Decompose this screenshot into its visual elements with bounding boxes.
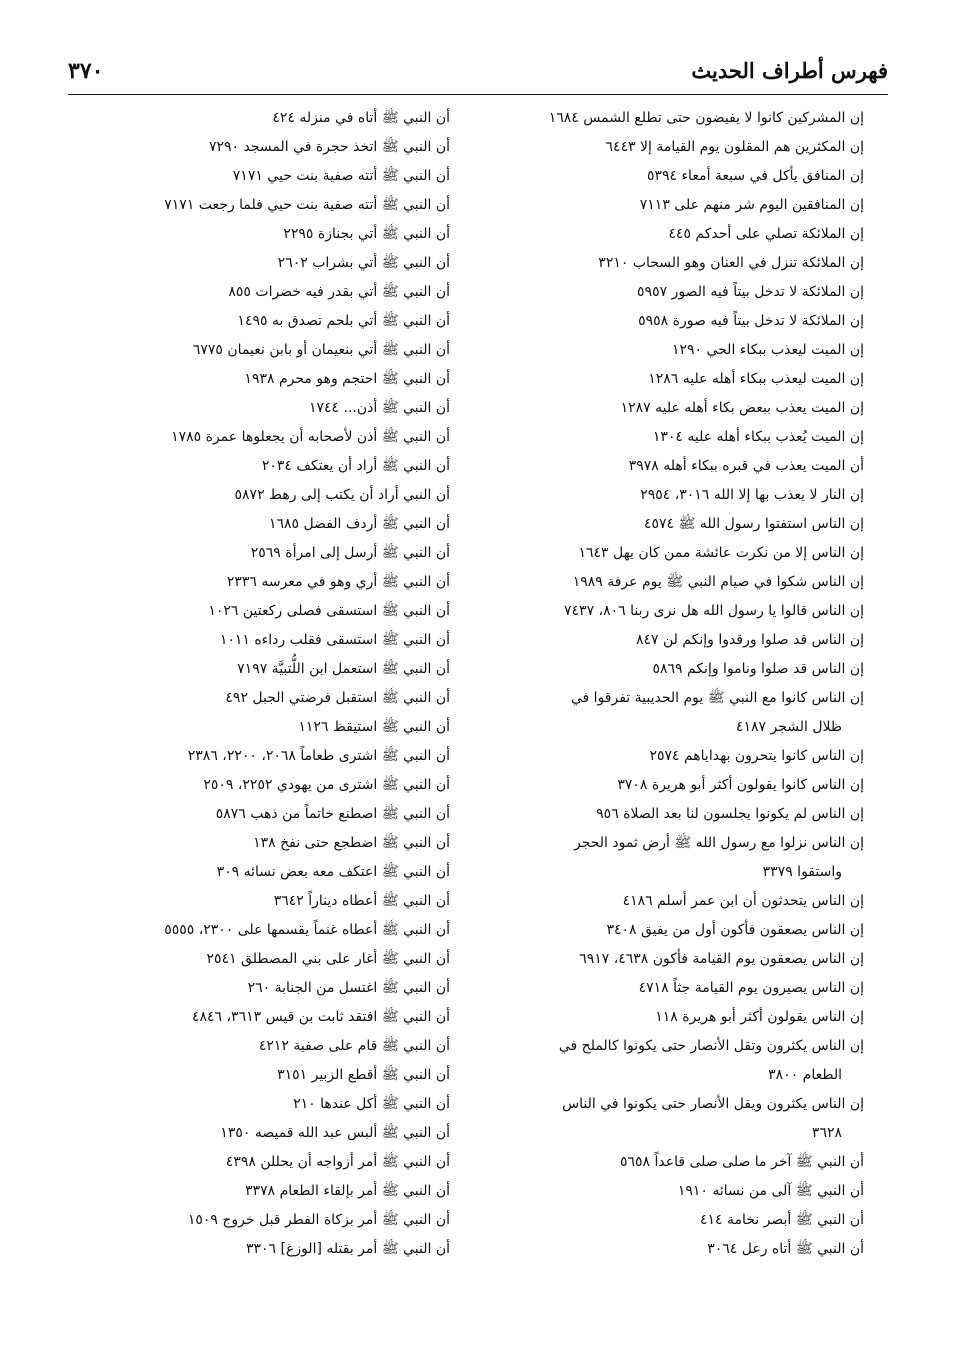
index-entry-text: إن الناس لم يكونوا يجلسون لنا بعد الصلاة ٩٥٦ (596, 806, 864, 822)
index-entry-text: إن الناس قد صلوا ورقدوا وإنكم لن ٨٤٧ (635, 632, 864, 648)
index-entry-text: أن النبي ﷺ أتي بشراب ٢٦٠٢ (277, 255, 450, 271)
index-entry (50, 481, 450, 510)
index-entry-text: أن الميت يعذب في قبره ببكاء أهله ٣٩٧٨ (628, 458, 864, 474)
index-entry-text: أن النبي ﷺ افتقد ثابت بن قيس ٣٦١٣، ٤٨٤٦ (192, 1009, 450, 1025)
index-entry (50, 365, 450, 394)
index-entry (469, 626, 864, 655)
index-entry (50, 510, 450, 539)
index-entry (469, 220, 864, 249)
index-entry (469, 423, 864, 452)
index-entry (469, 336, 864, 365)
index-entry-text: إن الناس يتحدثون أن ابن عمر أسلم ٤١٨٦ (622, 893, 864, 909)
index-entry-text: أن النبي ﷺ أتي بلحم تصدق به ١٤٩٥ (237, 313, 450, 329)
index-entry-text: إن الناس استفتوا رسول الله ﷺ ٤٥٧٤ (643, 516, 864, 532)
index-entry (50, 887, 450, 916)
index-entry-text: أن النبي ﷺ آخر ما صلى صلى قاعداً ٥٦٥٨ (619, 1154, 864, 1170)
index-entry-text: إن الناس نزلوا مع رسول الله ﷺ أرض ثمود الحجر (573, 835, 864, 851)
index-entry-text: أن النبي ﷺ أمر بزكاة الفطر قبل خروج ١٥٠٩ (187, 1212, 450, 1228)
index-entry (469, 829, 864, 887)
index-entry-text: إن المكثرين هم المقلون يوم القيامة إلا ٦٤٤٣ (605, 139, 864, 155)
index-entry-text: إن الملائكة تصلي على أحدكم ٤٤٥ (668, 226, 864, 242)
index-entry (50, 597, 450, 626)
index-entry-text: أن النبي ﷺ اشترى من يهودي ٢٢٥٢، ٢٥٠٩ (203, 777, 450, 793)
index-entry-text: أن النبي ﷺ أكل عندها ٢١٠ (293, 1096, 450, 1112)
index-entry (469, 162, 864, 191)
index-entry (50, 162, 450, 191)
index-entry-continuation: واستقوا ٣٣٧٩ (762, 864, 842, 880)
index-entry-text: إن المشركين كانوا لا يفيضون حتى تطلع الشمس ١٦٨٤ (548, 110, 864, 126)
index-entry-text: أن النبي ﷺ استيقظ ١١٢٦ (298, 719, 450, 735)
page-number: ٣٧٠ (68, 58, 104, 84)
index-entry-text: أن النبي ﷺ استقبل فرضتي الجبل ٤٩٢ (225, 690, 450, 706)
index-entry (50, 626, 450, 655)
index-entry (469, 104, 864, 133)
index-entry-text: أن النبي ﷺ أعطاه ديناراً ٣٦٤٢ (273, 893, 450, 909)
index-entry (469, 1206, 864, 1235)
index-entry (469, 510, 864, 539)
index-entry (50, 655, 450, 684)
index-entry (469, 394, 864, 423)
index-entry-text: أن النبي ﷺ اتخذ حجرة في المسجد ٧٢٩٠ (209, 139, 450, 155)
index-entry-text: أن النبي ﷺ أتته صفية بنت حيي فلما رجعت ٧١٧١ (164, 197, 450, 213)
index-entry (50, 220, 450, 249)
index-entry-text: أن النبي ﷺ اعتكف معه بعض نسائه ٣٠٩ (216, 864, 450, 880)
index-entry (50, 1206, 450, 1235)
index-entry-text: أن النبي أراد أن يكتب إلى رهط ٥٨٧٢ (234, 487, 450, 503)
index-entry-text: أن النبي ﷺ أعطاه غنماً يقسمها على ٢٣٠٠، ٥٥٥٥ (164, 922, 450, 938)
index-entry (50, 539, 450, 568)
index-entry-text: إن الملائكة تنزل في العنان وهو السحاب ٣٢١٠ (598, 255, 864, 271)
index-column-right (469, 104, 864, 1264)
index-entry (469, 133, 864, 162)
index-entry-text: إن الناس كانوا مع النبي ﷺ يوم الحديبية تفرقوا في (570, 690, 864, 706)
index-entry-text: أن النبي ﷺ أقطع الزبير ٣١٥١ (277, 1067, 450, 1083)
index-entry-text: إن الميت يُعذب ببكاء أهله عليه ١٣٠٤ (652, 429, 864, 445)
index-entry (50, 336, 450, 365)
index-entry (50, 452, 450, 481)
page-title: فهرس أطراف الحديث (691, 58, 888, 83)
index-entry (50, 829, 450, 858)
index-entry (50, 191, 450, 220)
index-entry-text: أن النبي ﷺ اشترى طعاماً ٢٠٦٨، ٢٢٠٠، ٢٣٨٦ (187, 748, 450, 764)
index-entry (469, 771, 864, 800)
header-rule (68, 94, 888, 95)
index-entry (469, 742, 864, 771)
index-entry (469, 481, 864, 510)
index-entry (50, 771, 450, 800)
index-entry-text: إن الناس يصعقون فأكون أول من يفيق ٣٤٠٨ (606, 922, 864, 938)
index-entry (469, 307, 864, 336)
index-entry-text: أن النبي ﷺ استسقى فصلى ركعتين ١٠٢٦ (208, 603, 450, 619)
index-entry (50, 1235, 450, 1264)
index-column-left (50, 104, 450, 1264)
index-entry-text: إن الناس إلا من نكرت عائشة ممن كان يهل ١٦٤٣ (578, 545, 864, 561)
index-entry-text: أن النبي ﷺ أذن... ١٧٤٤ (309, 400, 450, 416)
index-entry (469, 191, 864, 220)
index-entry (469, 945, 864, 974)
index-entry (50, 423, 450, 452)
index-entry (469, 1090, 864, 1148)
index-entry (469, 539, 864, 568)
index-entry (50, 1003, 450, 1032)
index-entry (469, 365, 864, 394)
index-entry (50, 278, 450, 307)
index-entry (50, 684, 450, 713)
index-entry (469, 1148, 864, 1177)
index-entry (469, 916, 864, 945)
index-entry-text: أن النبي ﷺ استعمل ابن اللُّتبيَّة ٧١٩٧ (237, 661, 450, 677)
index-entry (50, 974, 450, 1003)
index-entry (50, 133, 450, 162)
index-entry (469, 800, 864, 829)
index-entry-text: إن الناس قد صلوا وناموا وإنكم ٥٨٦٩ (652, 661, 864, 677)
index-entry (469, 684, 864, 742)
index-entry (469, 568, 864, 597)
index-entry-text: إن الناس قالوا يا رسول الله هل نرى ربنا ٨٠٦، ٧٤٣٧ (564, 603, 864, 619)
index-entry (50, 249, 450, 278)
index-entry-text: إن الناس يكثرون ويقل الأنصار حتى يكونوا في الناس (562, 1096, 864, 1112)
index-entry (469, 597, 864, 626)
index-entry (50, 713, 450, 742)
index-entry (469, 249, 864, 278)
index-entry (50, 568, 450, 597)
index-entry (50, 742, 450, 771)
index-entry-text: أن النبي ﷺ أتي بنعيمان أو بابن نعيمان ٦٧٧٥ (192, 342, 450, 358)
index-entry-text: أن النبي ﷺ آلى من نسائه ١٩١٠ (677, 1183, 864, 1199)
index-entry-text: إن الناس يكثرون وتقل الأنصار حتى يكونوا كالملح في (558, 1038, 864, 1054)
index-entry (50, 104, 450, 133)
index-entry-text: أن النبي ﷺ قام على صفية ٤٢١٢ (258, 1038, 450, 1054)
index-entry-text: أن النبي ﷺ ألبس عبد الله قميصه ١٣٥٠ (220, 1125, 450, 1141)
index-entry (50, 1148, 450, 1177)
index-entry (50, 1032, 450, 1061)
index-entry-continuation: الطعام ٣٨٠٠ (768, 1067, 842, 1083)
index-entry-text: أن النبي ﷺ أرسل إلى امرأة ٢٥٦٩ (250, 545, 450, 561)
index-entry-text: أن النبي ﷺ أري وهو في معرسه ٢٣٣٦ (226, 574, 450, 590)
index-entry-text: إن المنافق يأكل في سبعة أمعاء ٥٣٩٤ (646, 168, 864, 184)
index-entry (469, 1235, 864, 1264)
index-entry-text: أن النبي ﷺ أراد أن يعتكف ٢٠٣٤ (261, 458, 450, 474)
index-entry-text: أن النبي ﷺ أمر بإلقاء الطعام ٣٣٧٨ (245, 1183, 450, 1199)
index-entry (50, 1061, 450, 1090)
index-entry-text: إن الناس شكوا في صيام النبي ﷺ يوم عرفة ١٩٨٩ (572, 574, 864, 590)
index-entry-text: أن النبي ﷺ أتاه رعل ٣٠٦٤ (707, 1241, 864, 1257)
index-entry (469, 887, 864, 916)
index-entry (50, 1090, 450, 1119)
index-entry-text: إن الملائكة لا تدخل بيتاً فيه الصور ٥٩٥٧ (637, 284, 864, 300)
index-entry-continuation: ظلال الشجر ٤١٨٧ (735, 719, 842, 735)
index-entry-text: أن النبي ﷺ أتته صفية بنت حيي ٧١٧١ (232, 168, 450, 184)
index-entry-text: أن النبي ﷺ أمر أزواجه أن يحللن ٤٣٩٨ (225, 1154, 450, 1170)
index-entry-text: إن الملائكة لا تدخل بيتاً فيه صورة ٥٩٥٨ (638, 313, 864, 329)
index-entry-text: أن النبي ﷺ أغار على بني المصطلق ٢٥٤١ (206, 951, 450, 967)
index-entry-text: أن النبي ﷺ أذن لأصحابه أن يجعلوها عمرة ١٧٨٥ (171, 429, 450, 445)
index-entry-text: إن الميت ليعذب ببكاء الحي ١٢٩٠ (671, 342, 864, 358)
index-entry (469, 1177, 864, 1206)
page-header (68, 52, 888, 92)
index-entry-text: أن النبي ﷺ اضطجع حتى نفخ ١٣٨ (253, 835, 450, 851)
index-entry-text: إن الناس يصعقون يوم القيامة فأكون ٤٦٣٨، ٦٩١٧ (579, 951, 864, 967)
index-entry-text: أن النبي ﷺ أمر بقتله [الوزغ] ٣٣٠٦ (245, 1241, 450, 1257)
index-entry-text: أن النبي ﷺ استسقى فقلب رداءه ١٠١١ (219, 632, 450, 648)
index-entry-text: أن النبي ﷺ اغتسل من الجنابة ٢٦٠ (247, 980, 450, 996)
index-entry-text: إن النار لا يعذب بها إلا الله ٣٠١٦، ٢٩٥٤ (640, 487, 864, 503)
index-entry (50, 800, 450, 829)
index-entry-text: إن الميت يعذب ببعض بكاء أهله عليه ١٢٨٧ (620, 400, 864, 416)
index-entry (469, 278, 864, 307)
index-entry-text: أن النبي ﷺ أتي بجنازة ٢٢٩٥ (283, 226, 450, 242)
index-entry-text: إن المنافقين اليوم شر منهم على ٧١١٣ (639, 197, 864, 213)
index-entry-text: إن الناس كانوا يقولون أكثر أبو هريرة ٣٧٠٨ (617, 777, 864, 793)
index-entry (50, 945, 450, 974)
index-entry-text: إن الناس يقولون أكثر أبو هريرة ١١٨ (655, 1009, 864, 1025)
index-entry-text: أن النبي ﷺ اصطنع خاتماً من ذهب ٥٨٧٦ (215, 806, 450, 822)
index-entry (50, 858, 450, 887)
index-entry-text: أن النبي ﷺ أردف الفضل ١٦٨٥ (268, 516, 450, 532)
index-entry (50, 916, 450, 945)
index-entry (469, 452, 864, 481)
index-entry-continuation: ٣٦٢٨ (811, 1125, 842, 1141)
index-entry (50, 1177, 450, 1206)
index-entry-text: أن النبي ﷺ احتجم وهو محرم ١٩٣٨ (244, 371, 450, 387)
index-entry-text: أن النبي ﷺ أبصر نخامة ٤١٤ (699, 1212, 864, 1228)
index-entry (50, 307, 450, 336)
index-entry-text: أن النبي ﷺ أتاه في منزله ٤٢٤ (272, 110, 450, 126)
index-entry-text: إن الناس يصيرون يوم القيامة جثاً ٤٧١٨ (638, 980, 864, 996)
index-entry (50, 394, 450, 423)
index-entry (469, 1032, 864, 1090)
index-entry (469, 974, 864, 1003)
index-entry-text: إن الميت ليعذب ببكاء أهله عليه ١٢٨٦ (648, 371, 864, 387)
index-entry-text: أن النبي ﷺ أتي بقدر فيه خضرات ٨٥٥ (228, 284, 450, 300)
index-entry (50, 1119, 450, 1148)
index-entry-text: إن الناس كانوا يتحرون بهداياهم ٢٥٧٤ (649, 748, 864, 764)
index-entry (469, 655, 864, 684)
index-entry (469, 1003, 864, 1032)
